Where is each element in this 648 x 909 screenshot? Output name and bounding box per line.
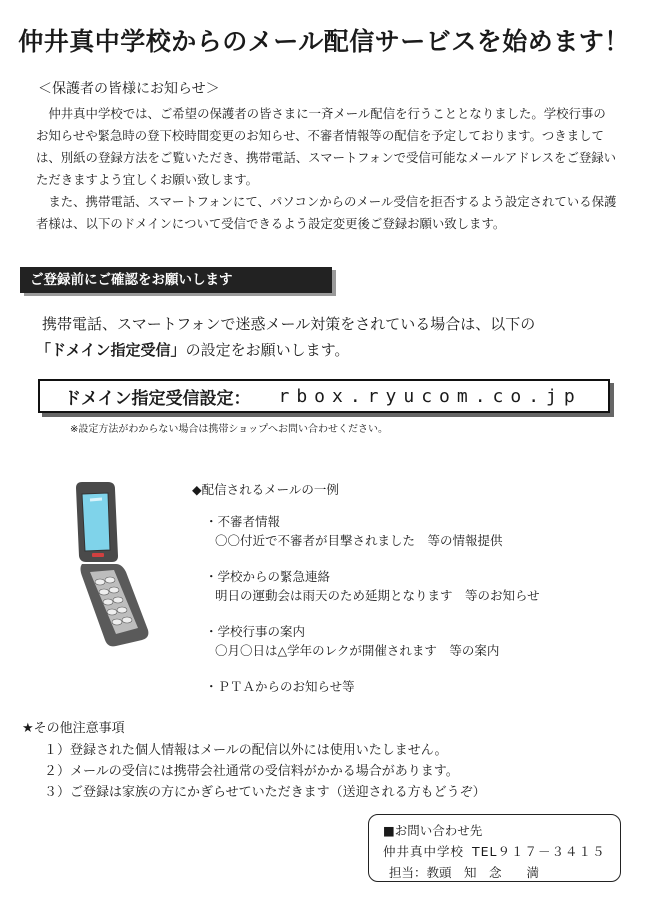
- contact-school: 仲井真中学校: [383, 844, 465, 859]
- example-item: [205, 567, 540, 605]
- examples-heading: ◆配信されるメールの一例: [192, 482, 339, 497]
- note-item: ２）メールの受信には携帯会社通常の受信料がかかる場合があります。: [44, 764, 459, 779]
- contact-box: [368, 814, 621, 882]
- domain-setting-emphasis: 「ドメイン指定受信」: [36, 341, 186, 359]
- domain-label: ドメイン指定受信設定：: [64, 388, 251, 409]
- example-item: [205, 677, 540, 696]
- example-description: 〇月〇日は△学年のレクが開催されます 等の案内: [215, 643, 500, 658]
- example-title: ・学校からの緊急連絡: [205, 569, 331, 584]
- example-description: 明日の運動会は雨天のため延期となります 等のお知らせ: [215, 588, 540, 603]
- example-title: ・学校行事の案内: [205, 624, 306, 639]
- other-notes-list: [44, 740, 486, 803]
- contact-heading: ■お問い合わせ先: [383, 823, 483, 838]
- flip-phone-icon: [68, 480, 158, 650]
- example-title: ・ＰＴＡからのお知らせ等: [205, 679, 355, 694]
- contact-person: 担当：教頭 知 念 満: [389, 865, 540, 880]
- example-description: 〇〇付近で不審者が目撃されました 等の情報提供: [215, 533, 503, 548]
- example-item: [205, 622, 540, 660]
- spam-warning-line-2: [36, 339, 349, 360]
- confirm-banner: ご登録前にご確認をお願いします: [20, 267, 332, 293]
- spam-warning-rest: の設定をお願いします。: [185, 341, 350, 359]
- examples-list: [205, 512, 540, 713]
- intro-paragraph-1: 仲井真中学校では、ご希望の保護者の皆さまに一斉メール配信を行うこととなりました。学校行事のお知らせや緊急時の登下校時間変更のお知らせ、不審者情報等の配信を予定しております。つきましては、別紙の登録方法をご覧いただき、携帯電話、スマートフォンで受信可能なメールアドレスをご登録いただきますよう宜しくお願い致します。: [36, 106, 617, 187]
- domain-value: rbox.ryucom.co.jp: [278, 385, 582, 407]
- example-item: [205, 512, 540, 550]
- example-title: ・不審者情報: [205, 514, 281, 529]
- intro-text: [36, 103, 618, 235]
- contact-tel: TEL９１７－３４１５: [471, 844, 606, 859]
- page-title: 仲井真中学校からのメール配信サービスを始めます！: [18, 27, 630, 56]
- intro-paragraph-2: また、携帯電話、スマートフォンにて、パソコンからのメール受信を拒否するよう設定されている保護者様は、以下のドメインについて受信できるよう設定変更後ご登録お願い致します。: [36, 194, 617, 231]
- contact-school-line: [383, 841, 620, 862]
- domain-setting-box: [38, 379, 610, 413]
- subtitle: ＜保護者の皆様にお知らせ＞: [38, 81, 220, 97]
- settings-note: ※設定方法がわからない場合は携帯ショップへお問い合わせください。: [70, 424, 388, 435]
- other-notes-heading: ★その他注意事項: [22, 721, 125, 736]
- spam-warning-line-1: 携帯電話、スマートフォンで迷惑メール対策をされている場合は、以下の: [42, 315, 536, 333]
- note-item: ３）ご登録は家族の方にかぎらせていただきます（送迎される方もどうぞ）: [44, 785, 486, 800]
- note-item: １）登録された個人情報はメールの配信以外には使用いたしません。: [44, 743, 448, 758]
